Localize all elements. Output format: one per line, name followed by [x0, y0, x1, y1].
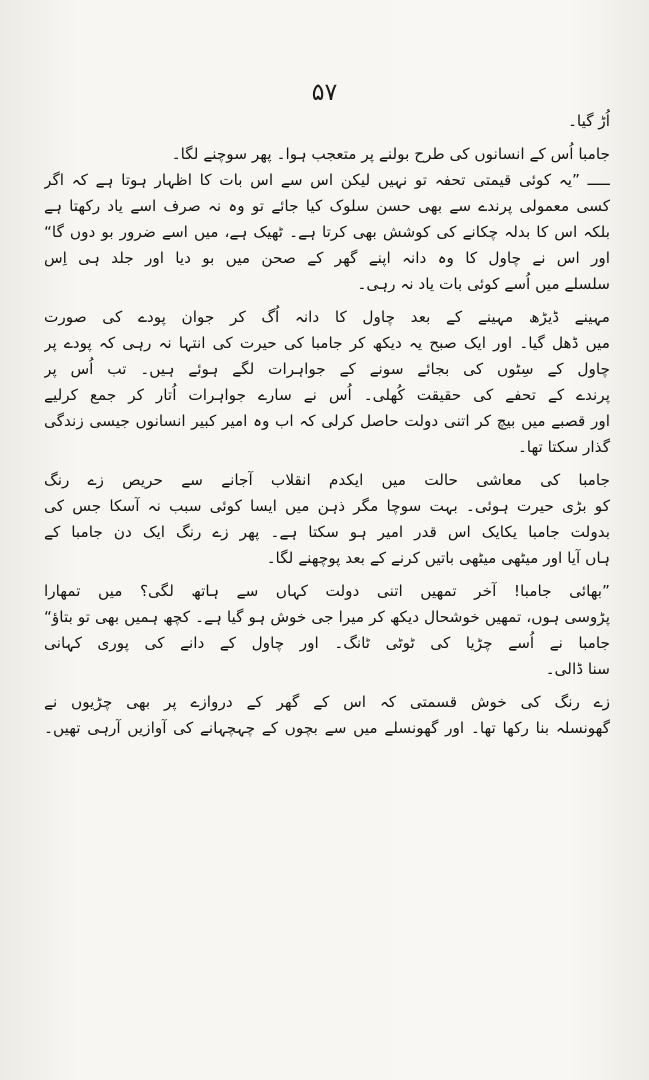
page-number: ۵۷: [311, 78, 338, 106]
text-line: کو بڑی حیرت ہوئی۔ بہت سوچا مگر ذہن میں ایسا کوئی سبب نہ آسکا جس کی: [44, 497, 610, 515]
paragraph-gap: [44, 571, 610, 578]
text-line: گھونسلہ بنا رکھا تھا۔ اور گھونسلے میں سے بچوں کے چہچہانے کی آوازیں آرہی تھیں۔: [44, 719, 610, 737]
text-line: پڑوسی ہوں، تمھیں خوشحال دیکھ کر میرا جی خوش ہو گیا ہے۔ کچھ ہمیں بھی تو بتاؤ“: [44, 608, 610, 626]
text-line: جامبا کی معاشی حالت میں ایکدم انقلاب آجانے سے حریص زے رنگ: [44, 471, 610, 489]
text-line: گذار سکتا تھا۔: [517, 438, 610, 456]
text-line: ہاں آیا اور میٹھی میٹھی باتیں کرنے کے بعد پوچھنے لگا۔: [266, 549, 610, 567]
text-line: زے رنگ کی خوش قسمتی کہ اس کے گھر کے دروازے پر بھی چڑیوں نے: [44, 693, 610, 711]
text-line: میں ڈھل گیا۔ اور ایک صبح یہ دیکھ کر جامبا کی حیرت کی انتہا نہ رہی کہ پودے پر: [44, 334, 610, 352]
paragraph-gap: [44, 134, 610, 141]
text-line: جامبا اُس کے انسانوں کی طرح بولنے پر متعجب ہوا۔ پھر سوچنے لگا۔: [171, 145, 610, 163]
text-line: اور قصبے میں بیچ کر اتنی دولت حاصل کرلی کہ اب وہ امیر کبیر انسانوں جیسی زندگی: [44, 412, 610, 430]
text-line: کسی معمولی پرندے سے بھی حسن سلوک کیا جائے تو وہ نہ صرف اسے یاد رکھتا ہے: [44, 197, 610, 215]
text-line: چاول کے سِٹوں کی بجائے سونے کے جواہرات لگے ہوئے ہیں۔ تب اُس پر: [44, 360, 610, 378]
text-line: سنا ڈالی۔: [545, 660, 610, 678]
paragraph-gap: [44, 460, 610, 467]
paragraph-gap: [44, 297, 610, 304]
text-line: مہینے ڈیڑھ مہینے کے بعد چاول کا دانہ اُگ کر جوان پودے کی صورت: [44, 308, 610, 326]
text-line: جامبا نے اُسے چڑیا کی ٹوٹی ٹانگ۔ اور چاول کے دانے کی پوری کہانی: [44, 634, 610, 652]
text-line: اور اس نے چاول کا وہ دانہ اپنے گھر کے صحن میں بو دیا اور جلد ہی اِس: [44, 249, 610, 267]
paragraph-gap: [44, 682, 610, 689]
text-line: پرندے کے تحفے کی حقیقت کُھلی۔ اُس نے سارے جواہرات اُتار کر جمع کرلیے: [44, 386, 610, 404]
text-line: ”بھائی جامبا! آخر تمھیں اتنی دولت کہاں سے ہاتھ لگی؟ میں تمھارا: [44, 582, 610, 600]
text-line: اُڑ گیا۔: [567, 112, 610, 130]
text-line: سلسلے میں اُسے کوئی بات یاد نہ رہی۔: [357, 275, 610, 293]
text-line: بلکہ اس کا بدلہ چکانے کی کوشش بھی کرتا ہے۔ ٹھیک ہے، میں اسے ضرور بو دوں گا“: [44, 223, 610, 241]
text-line: ـــــ ”یہ کوئی قیمتی تحفہ تو نہیں لیکن اس سے اس بات کا اظہار ہوتا ہے کہ اگر: [44, 171, 610, 189]
page-body-text: [44, 108, 610, 741]
text-line: بدولت جامبا یکایک اس قدر امیر ہو سکتا ہے۔ پھر زے رنگ ایک دن جامبا کے: [44, 523, 610, 541]
